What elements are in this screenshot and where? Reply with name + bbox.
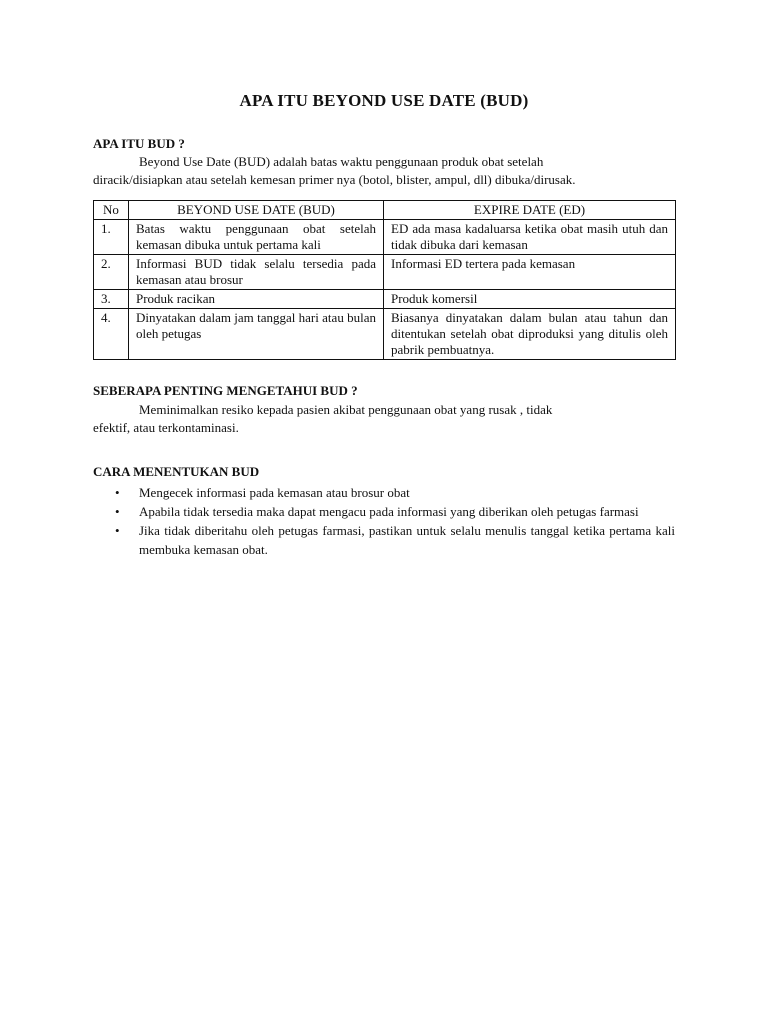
list-item — [93, 521, 675, 559]
table-cell-ed: Biasanya dinyatakan dalam bulan atau tahun dan ditentukan setelah obat diproduksi yang ditulis oleh pabrik pembuatnya. — [384, 309, 676, 360]
table-cell-bud: Dinyatakan dalam jam tanggal hari atau bulan oleh petugas — [129, 309, 384, 360]
list-item — [93, 483, 675, 502]
table-header-row — [94, 201, 676, 220]
table-cell-bud: Produk racikan — [129, 290, 384, 309]
table-row — [94, 290, 676, 309]
paragraph-line-1: Meminimalkan resiko kepada pasien akibat penggunaan obat yang rusak , tidak — [139, 402, 553, 417]
table-cell-ed: Informasi ED tertera pada kemasan — [384, 255, 676, 290]
table-cell-no: 4. — [94, 309, 129, 360]
list-item — [93, 502, 675, 521]
table-cell-no: 1. — [94, 220, 129, 255]
table-cell-ed: Produk komersil — [384, 290, 676, 309]
bullet-icon: • — [115, 523, 120, 538]
list-item-text: Apabila tidak tersedia maka dapat mengacu pada informasi yang diberikan oleh petugas farmasi — [139, 504, 639, 519]
paragraph-line-1: Beyond Use Date (BUD) adalah batas waktu penggunaan produk obat setelah — [139, 154, 544, 169]
table-row — [94, 255, 676, 290]
table-header-bud: BEYOND USE DATE (BUD) — [129, 201, 384, 220]
table-row — [94, 309, 676, 360]
table-cell-no: 2. — [94, 255, 129, 290]
section-heading-apa-itu-bud: APA ITU BUD ? — [93, 136, 185, 151]
table-cell-bud: Batas waktu penggunaan obat setelah kemasan dibuka untuk pertama kali — [129, 220, 384, 255]
table-cell-ed: ED ada masa kadaluarsa ketika obat masih utuh dan tidak dibuka dari kemasan — [384, 220, 676, 255]
table-cell-no: 3. — [94, 290, 129, 309]
paragraph-line-2: diracik/disiapkan atau setelah kemesan primer nya (botol, blister, ampul, dll) dibuka/dirusak. — [93, 172, 576, 187]
list-item-text: Jika tidak diberitahu oleh petugas farmasi, pastikan untuk selalu menulis tanggal ketika pertama kali membuka kemasan obat. — [139, 523, 675, 557]
section-heading-seberapa-penting: SEBERAPA PENTING MENGETAHUI BUD ? — [93, 383, 358, 398]
list-item-text: Mengecek informasi pada kemasan atau brosur obat — [139, 485, 410, 500]
bullet-icon: • — [115, 504, 120, 519]
table-header-no: No — [94, 201, 129, 220]
table-cell-bud: Informasi BUD tidak selalu tersedia pada kemasan atau brosur — [129, 255, 384, 290]
paragraph-line-2: efektif, atau terkontaminasi. — [93, 420, 239, 435]
section-paragraph-seberapa-penting — [93, 401, 675, 437]
table-header-ed: EXPIRE DATE (ED) — [384, 201, 676, 220]
bud-vs-ed-table — [93, 200, 676, 360]
document-title: APA ITU BEYOND USE DATE (BUD) — [239, 91, 529, 110]
section-heading-cara-menentukan: CARA MENENTUKAN BUD — [93, 464, 260, 479]
bullet-list — [93, 483, 675, 559]
bullet-icon: • — [115, 485, 120, 500]
section-paragraph-apa-itu-bud — [93, 153, 675, 189]
table-row — [94, 220, 676, 255]
